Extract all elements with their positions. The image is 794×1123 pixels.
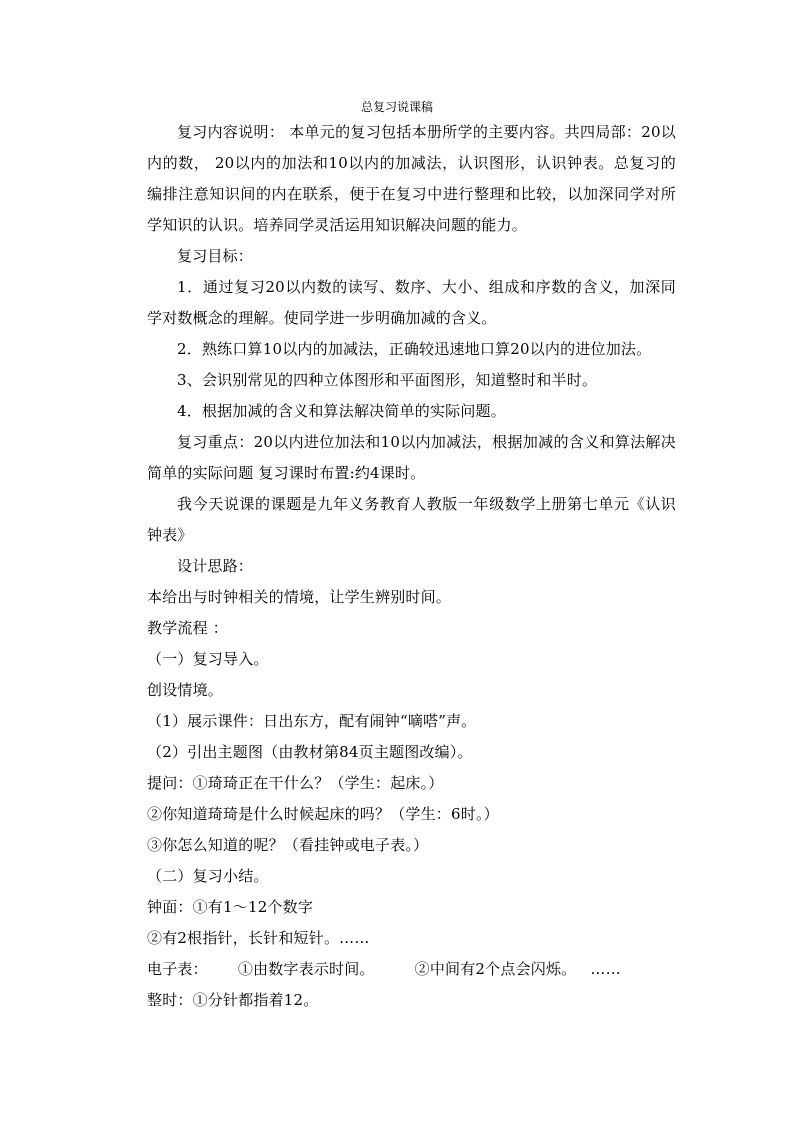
- paragraph-step-2: （2）引出主题图（由教材第84页主题图改编）。: [147, 743, 473, 761]
- document-body: [147, 117, 676, 1016]
- digital-watch-ellipsis: ……: [590, 960, 621, 978]
- paragraph-goal-1: 1．通过复习20以内数的读写、数序、大小、组成和序数的含义，加深同学对数概念的理解。使同学进一步明确加减的含义。: [147, 278, 676, 327]
- paragraph-goal-4: 4．根据加减的含义和算法解决简单的实际问题。: [177, 402, 506, 420]
- paragraph-question-3: ③你怎么知道的呢？（看挂钟或电子表。）: [147, 836, 429, 854]
- digital-watch-label: 电子表：: [147, 960, 208, 978]
- paragraph-section-2: （二）复习小结。: [147, 867, 269, 885]
- document-title: 总复习说课稿: [360, 100, 433, 114]
- paragraph-clock-face: 钟面：①有1～12个数字: [147, 898, 314, 916]
- paragraph-review-content: 复习内容说明： 本单元的复习包括本册所学的主要内容。共四局部：20以内的数， 20以内的加法和10以内的加减法，认识图形，认识钟表。总复习的编排注意知识间的内在联系，便于在复习中进行整理和比较，以加深同学对所学知识的认识。培养同学灵活运用知识解决问题的能力。: [147, 123, 676, 234]
- paragraph-question-2: ②你知道琦琦是什么时候起床的吗？（学生：6时。）: [147, 805, 499, 823]
- paragraph-section-1: （一）复习导入。: [147, 650, 269, 668]
- paragraph-clock-hands: ②有2根指针，长针和短针。……: [147, 929, 370, 947]
- paragraph-whole-hour: 整时：①分针都指着12。: [147, 991, 319, 1009]
- paragraph-step-1: （1）展示课件：日出东方，配有闹钟“嘀嗒”声。: [147, 712, 477, 730]
- digital-watch-point-2: ②中间有2个点会闪烁。: [414, 960, 577, 978]
- paragraph-design-idea: 本给出与时钟相关的情境，让学生辨别时间。: [147, 588, 452, 606]
- paragraph-review-focus: 复习重点：20以内进位加法和10以内加减法，根据加减的含义和算法解决简单的实际问题 复习课时布置:约4课时。: [147, 433, 676, 482]
- paragraph-digital-watch: [147, 954, 676, 985]
- paragraph-review-goals-heading: 复习目标：: [177, 247, 254, 265]
- paragraph-flow-heading: 教学流程 ：: [147, 619, 228, 637]
- paragraph-goal-3: 3、会识别常见的四种立体图形和平面图形，知道整时和半时。: [177, 371, 598, 389]
- paragraph-question-1: 提问：①琦琦正在干什么？（学生：起床。）: [147, 774, 444, 792]
- digital-watch-point-1: ①由数字表示时间。: [237, 960, 375, 978]
- paragraph-lesson-topic: 我今天说课的课题是九年义务教育人教版一年级数学上册第七单元《认识钟表》: [147, 495, 676, 544]
- paragraph-goal-2: 2．熟练口算10以内的加减法，正确较迅速地口算20以内的进位加法。: [177, 340, 652, 358]
- paragraph-design-heading: 设计思路：: [177, 557, 254, 575]
- paragraph-create-scene: 创设情境。: [147, 681, 224, 699]
